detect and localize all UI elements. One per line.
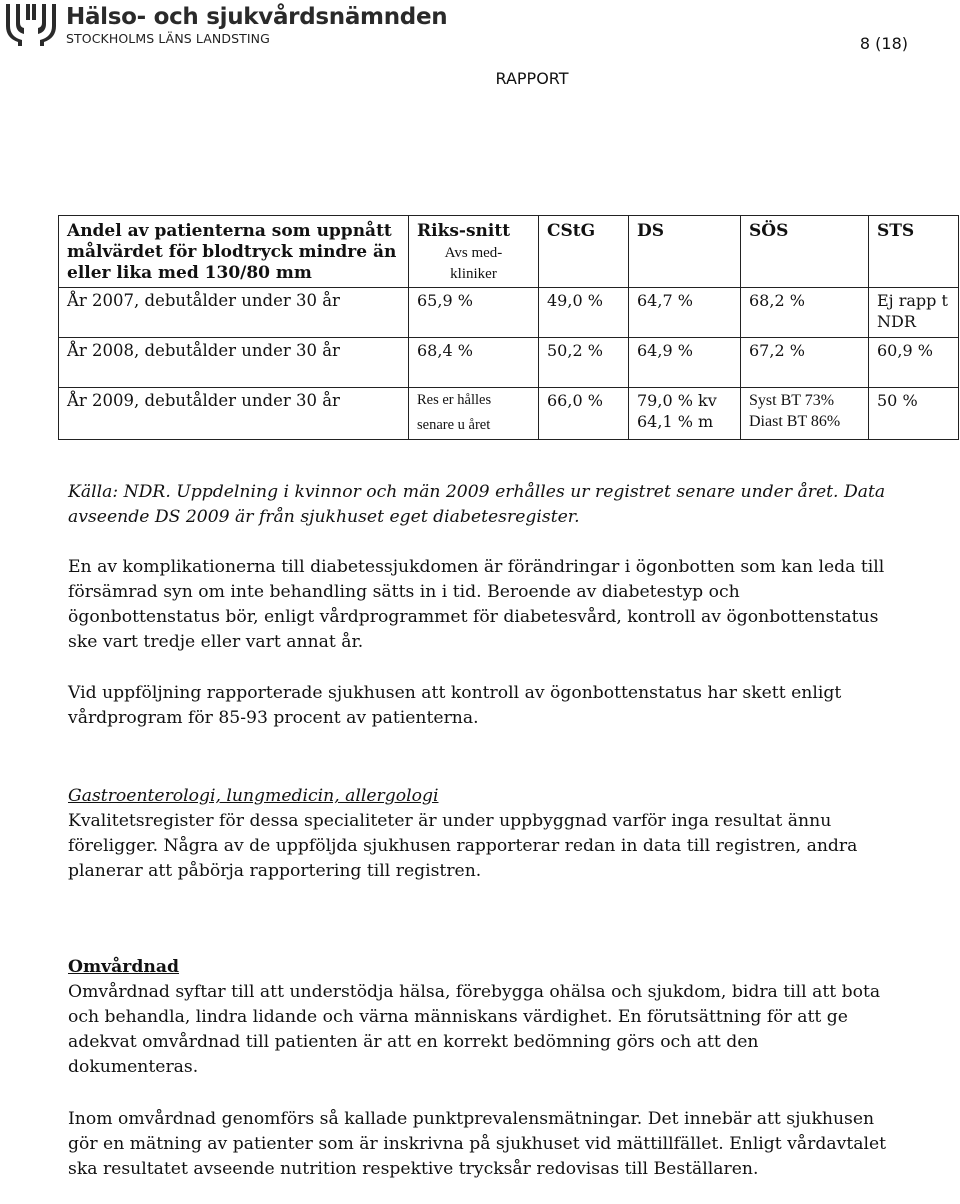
cell-riks: 65,9 % xyxy=(409,288,539,338)
cell-sts: 50 % xyxy=(869,388,959,440)
cell-riks-line2: senare u året xyxy=(417,417,491,433)
cell-sos: 68,2 % xyxy=(741,288,869,338)
cell-sts: 60,9 % xyxy=(869,338,959,388)
cell-riks: 68,4 % xyxy=(409,338,539,388)
cell-cstg: 49,0 % xyxy=(539,288,629,338)
paragraph xyxy=(68,555,888,655)
org-block xyxy=(66,4,447,46)
paragraph-text: Vid uppföljning rapporterade sjukhusen att kontroll av ögonbottenstatus har skett enligt vårdprogram för 85-93 procent av patienterna. xyxy=(68,683,842,728)
cell-ds xyxy=(629,388,741,440)
header-riks-sub: Avs med-kliniker xyxy=(444,245,503,282)
page-number: 8 (18) xyxy=(859,34,908,53)
header-sos: SÖS xyxy=(741,216,869,288)
header-sts: STS xyxy=(869,216,959,288)
paragraph-text: En av komplikationerna till diabetessjukdomen är förändringar i ögonbotten som kan leda till försämrad syn om inte behandling sätts in i tid. Beroende av diabetestyp och ögonbottenstatus bör, enligt vårdprogrammet för diabetesvård, kontroll av ögonbottenstatus ske vart tredje eller vart annat år. xyxy=(68,557,885,652)
table-row xyxy=(59,288,959,338)
landsting-logo-icon xyxy=(2,2,60,48)
document-type: RAPPORT xyxy=(495,69,569,88)
cell-ds-line1: 79,0 % kv xyxy=(637,391,717,410)
table-title: Andel av patienterna som uppnått målvärdet för blodtryck mindre än eller lika med 130/80 mm xyxy=(59,216,409,288)
header-cstg: CStG xyxy=(539,216,629,288)
cell-ds: 64,9 % xyxy=(629,338,741,388)
cell-cstg: 50,2 % xyxy=(539,338,629,388)
logo xyxy=(2,2,60,50)
bloodpressure-table xyxy=(58,215,959,440)
row-label: År 2007, debutålder under 30 år xyxy=(59,288,409,338)
section-heading: Gastroenterologi, lungmedicin, allergologi xyxy=(68,786,439,806)
source-note: Källa: NDR. Uppdelning i kvinnor och män 2009 erhålles ur registret senare under året. Data avseende DS 2009 är från sjukhuset eget diabetesregister. xyxy=(68,482,886,527)
paragraph-text: Omvårdnad syftar till att understödja hälsa, förebygga ohälsa och sjukdom, bidra till att bota och behandla, lindra lidande och värna människans värdighet. En förutsättning för att ge adekvat omvårdnad till patienten är att en korrekt bedömning görs och att den dokumenteras. xyxy=(68,982,881,1077)
paragraph-text: Inom omvårdnad genomförs så kallade punktprevalensmätningar. Det innebär att sjukhusen gör en mätning av patienter som är inskrivna på sjukhuset vid mättillfället. Enligt vårdavtalet ska resultatet avseende nutrition respektive trycksår redovisas till Beställaren. xyxy=(68,1109,887,1179)
row-label: År 2008, debutålder under 30 år xyxy=(59,338,409,388)
section-gastro xyxy=(68,784,888,884)
table-row xyxy=(59,388,959,440)
cell-sos: 67,2 % xyxy=(741,338,869,388)
cell-ds-line2: 64,1 % m xyxy=(637,412,714,431)
cell-ds: 64,7 % xyxy=(629,288,741,338)
table-row xyxy=(59,338,959,388)
header-riks xyxy=(409,216,539,288)
org-name: Hälso- och sjukvårdsnämnden xyxy=(66,4,448,30)
paragraph-text: Kvalitetsregister för dessa specialiteter är under uppbyggnad varför inga resultat ännu föreligger. Några av de uppföljda sjukhusen rapporterar redan in data till registren, andra planerar att påbörja rapportering till registren. xyxy=(68,811,858,881)
cell-riks xyxy=(409,388,539,440)
cell-cstg: 66,0 % xyxy=(539,388,629,440)
org-subtitle: STOCKHOLMS LÄNS LANDSTING xyxy=(66,31,270,46)
section-heading: Omvårdnad xyxy=(68,957,180,977)
cell-riks-line1: Res er hålles xyxy=(417,392,492,408)
paragraph xyxy=(68,1107,888,1182)
header-ds: DS xyxy=(629,216,741,288)
table-header-row xyxy=(59,216,959,288)
cell-sos-line2: Diast BT 86% xyxy=(749,413,841,430)
cell-sts: Ej rapp t NDR xyxy=(869,288,959,338)
row-label: År 2009, debutålder under 30 år xyxy=(59,388,409,440)
paragraph xyxy=(68,681,888,731)
section-omvardnad xyxy=(68,955,888,1080)
cell-sos xyxy=(741,388,869,440)
header-riks-label: Riks-snitt xyxy=(417,221,511,241)
cell-sos-line1: Syst BT 73% xyxy=(749,392,835,409)
